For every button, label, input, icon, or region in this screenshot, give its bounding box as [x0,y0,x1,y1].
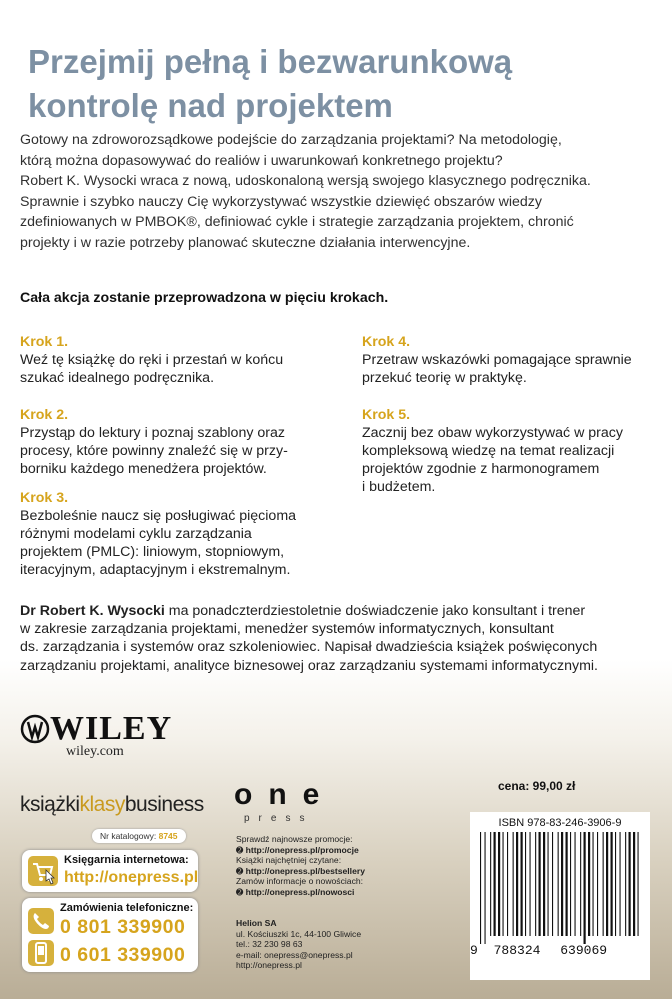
barcode-bar [570,832,571,936]
barcode-digits-left: 788324 [493,943,541,958]
barcode-bar [629,832,631,936]
intro-line: którą można dopasowywać do realiów i uwarunkowań konkretnego projektu? [20,152,503,169]
address-line: e-mail: onepress@onepress.pl [236,949,353,960]
step-line: iteracyjnym, adaptacyjnym i ekstremalnym. [20,562,291,578]
promo-line: Książki najchętniej czytane: [236,855,342,866]
publisher-address [236,918,406,971]
intro-line: zdefiniowanych w PMBOK®, definiować cykle i strategie zarządzania projektem, chronić [20,214,574,231]
barcode-bar [588,832,590,936]
barcode-bar [558,832,559,936]
barcode-bar [593,832,594,936]
title-line-2: kontrolę nad projektem [28,87,393,124]
barcode-bar [516,832,518,936]
cart-icon [28,856,58,886]
barcode-bar [633,832,635,936]
intro-paragraph [20,130,660,254]
step-line: Przetraw wskazówki pomagające sprawnie [362,352,632,368]
promo-link[interactable]: ➋ http://onepress.pl/promocje [236,844,359,855]
step-line: Przystąp do lektury i poznaj szablony oraz [20,425,285,441]
step-line: projektem (PMLC): liniowym, stopniowym, [20,544,285,560]
barcode-digits [470,943,650,958]
address-line: http://onepress.pl [236,960,302,971]
address-line: Helion SA [236,918,277,928]
barcode-bar [575,832,576,936]
series-part: książki [20,793,80,816]
intro-line: Robert K. Wysocki wraca z nową, udoskonaloną wersją swojego klasycznego podręcznika. [20,173,591,190]
barcode-bar [548,832,549,936]
isbn: ISBN 978-83-246-3906-9 [498,817,622,829]
mobile-phone-icon [28,940,54,966]
barcode-bar [498,832,500,936]
phone-icon [28,908,54,934]
barcode-bar [603,832,604,936]
bio-line [20,602,660,620]
bio-line: ds. zarządzania i systemów oraz szkoleniowiec. Napisał dwadzieścia książek poświęconych [20,639,598,656]
address-line: tel.: 32 230 98 63 [236,939,303,950]
promo-link[interactable]: ➋ http://onepress.pl/nowosci [236,886,355,897]
barcode-bar [615,832,616,936]
author-name: Dr Robert K. Wysocki [20,603,165,619]
step-2 [20,406,330,478]
wiley-url: wiley.com [66,744,124,759]
barcode-bar [606,832,608,936]
phone-panel [22,898,198,972]
publisher-logo: one [234,778,336,811]
barcode-bar [561,832,563,936]
barcode-bar [611,832,613,936]
promo-line: Sprawdź najnowsze promocje: [236,834,353,844]
series-logo [20,793,204,817]
promo-line: Zamów informacje o nowościach: [236,876,364,887]
barcode-bar [494,832,496,936]
step-line: procesy, które powinny znaleźć się w przy- [20,443,288,459]
barcode-bar [638,832,639,936]
step-5 [362,406,672,496]
author-bio [20,602,660,675]
series-part: business [124,793,204,816]
shop-panel [22,850,198,892]
cover-title [28,40,648,128]
phone-number[interactable]: 0 801 339900 [60,916,186,938]
steps-lead: Cała akcja zostanie przeprowadzona w pięciu krokach. [20,290,389,306]
step-3 [20,489,330,579]
barcode-bar [543,832,545,936]
step-line: kompleksową wiedzę na temat realizacji [362,443,615,459]
wiley-logo: WILEY [50,710,173,747]
step-label: Krok 3. [20,490,69,506]
series-part: klasy [79,793,125,816]
step-line: szukać idealnego podręcznika. [20,370,215,386]
step-label: Krok 4. [362,334,411,350]
barcode-bar [580,832,581,936]
step-line: Zacznij bez obaw wykorzystywać w pracy [362,425,623,441]
shop-url[interactable]: http://onepress.pl [64,869,199,886]
step-1 [20,333,330,387]
barcode-bar [503,832,504,936]
step-line: przekuć teorię w praktykę. [362,370,527,386]
title-line-1: Przejmij pełną i bezwarunkową [28,43,513,80]
intro-line: Gotowy na zdroworozsądkowe podejście do zarządzania projektami? Na metodologię, [20,132,562,148]
address-line: ul. Kościuszki 1c, 44-100 Gliwice [236,928,362,939]
publisher-logo-sub: press [244,813,314,824]
barcode-bar [535,832,536,936]
barcode-bar [530,832,531,936]
barcode-bar [490,832,491,936]
step-line: Weź tę książkę do ręki i przestań w końcu [20,352,284,368]
step-label: Krok 1. [20,334,69,350]
step-label: Krok 2. [20,407,69,423]
catalog-value: 8745 [158,831,178,841]
barcode-bar [539,832,541,936]
barcode-bar [625,832,626,936]
barcode-bar [485,832,486,944]
step-line: i budżetem. [362,479,436,495]
barcode-digits-right: 639069 [560,943,608,958]
barcode-bar [507,832,508,936]
barcode [476,832,646,944]
step-line: różnymi modelami cyklu zarządzania [20,526,252,542]
catalog-label: Nr katalogowy: [100,831,157,841]
step-label: Krok 5. [362,407,411,423]
barcode-bar [513,832,514,936]
barcode-digit-first: 9 [470,943,478,958]
step-line: Bezboleśnie naucz się posługiwać pięcioma [20,508,297,524]
barcode-bar [584,832,586,944]
barcode-bar [566,832,568,936]
wiley-emblem-icon [20,712,50,746]
barcode-bar [552,832,553,936]
barcode-bar [620,832,621,936]
intro-line: projekty i w razie potrzeby planować skuteczne działania interwencyjne. [20,234,471,251]
bio-line: w zakresie zarządzania projektami, menedżer systemów informatycznych, konsultant [20,621,554,638]
barcode-bar [597,832,598,936]
barcode-bar [480,832,481,944]
mobile-number[interactable]: 0 601 339900 [60,944,186,966]
barcode-bar [521,832,523,936]
price: cena: 99,00 zł [498,779,576,793]
step-4 [362,333,672,387]
catalog-number [92,829,186,843]
step-line: borniku każdego menedżera projektów. [20,461,267,477]
barcode-bar [525,832,526,936]
intro-line: Sprawnie i szybko nauczy Cię wykorzystywać wszystkie dziewięć obszarów wiedzy [20,193,542,210]
step-line: projektów zgodnie z harmonogramem [362,461,600,477]
bio-text: ma ponadczterdziestoletnie doświadczenie jako konsultant i trener [164,603,586,619]
phone-title: Zamówienia telefoniczne: [60,902,194,914]
bio-line: zarządzaniu projektami, analityce biznesowej oraz zarządzaniu systemami informatycznymi. [20,657,598,674]
promo-link[interactable]: ➋ http://onepress.pl/bestsellery [236,865,365,876]
promo-links [236,834,406,898]
shop-title: Księgarnia internetowa: [64,854,189,866]
